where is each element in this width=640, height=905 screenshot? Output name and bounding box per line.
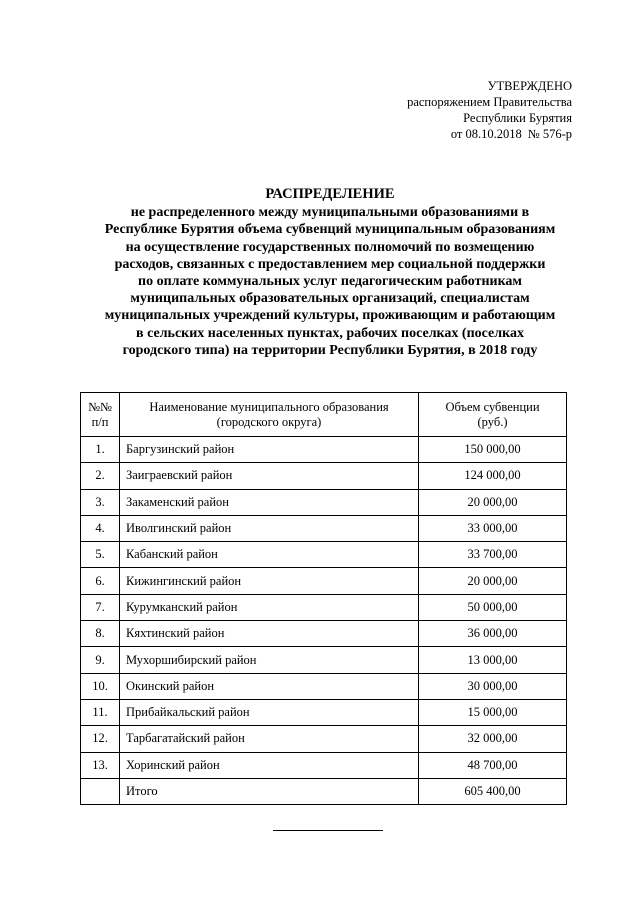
- header-value-line-2: (руб.): [477, 414, 508, 429]
- row-number: 4.: [81, 515, 120, 541]
- approval-stamp: [407, 78, 572, 142]
- title-line: Республике Бурятия объема субвенций муниципальным образованиям: [104, 222, 556, 238]
- document-title: [60, 186, 600, 359]
- row-number: 5.: [81, 542, 120, 568]
- row-value: 48 700,00: [419, 752, 567, 778]
- total-value: 605 400,00: [419, 778, 567, 804]
- total-number-cell: [81, 778, 120, 804]
- row-number: 12.: [81, 726, 120, 752]
- title-line: муниципальных образовательных организаций, специалистам: [130, 291, 530, 307]
- title-line: расходов, связанных с предоставлением мер социальной поддержки: [114, 256, 546, 272]
- table-row: [81, 699, 567, 725]
- approval-line-1: УТВЕРЖДЕНО: [487, 79, 572, 93]
- row-number: 11.: [81, 699, 120, 725]
- title-heading: РАСПРЕДЕЛЕНИЕ: [265, 186, 395, 202]
- row-name: Мухоршибирский район: [120, 647, 419, 673]
- title-line: городского типа) на территории Республики Бурятия, в 2018 году: [122, 342, 538, 358]
- row-name: Кабанский район: [120, 542, 419, 568]
- table-row: [81, 752, 567, 778]
- row-value: 15 000,00: [419, 699, 567, 725]
- row-value: 50 000,00: [419, 594, 567, 620]
- table-row: [81, 673, 567, 699]
- row-name: Закаменский район: [120, 489, 419, 515]
- row-value: 13 000,00: [419, 647, 567, 673]
- distribution-table: [80, 392, 567, 805]
- total-label: Итого: [120, 778, 419, 804]
- row-number: 2.: [81, 463, 120, 489]
- row-number: 7.: [81, 594, 120, 620]
- row-name: Прибайкальский район: [120, 699, 419, 725]
- row-name: Хоринский район: [120, 752, 419, 778]
- title-line: не распределенного между муниципальными образованиями в: [130, 205, 530, 221]
- row-number: 10.: [81, 673, 120, 699]
- row-value: 33 700,00: [419, 542, 567, 568]
- approval-line-3: Республики Бурятия: [463, 111, 572, 125]
- title-line: по оплате коммунальных услуг педагогическим работникам: [138, 274, 522, 290]
- row-value: 33 000,00: [419, 515, 567, 541]
- header-number-line-1: №№: [88, 399, 112, 414]
- table-header-row: [81, 393, 567, 437]
- header-value-line-1: Объем субвенции: [445, 399, 540, 414]
- header-number-line-2: п/п: [91, 414, 109, 429]
- row-value: 36 000,00: [419, 621, 567, 647]
- header-name: [120, 393, 419, 437]
- header-name-line-2: (городского округа): [216, 414, 322, 429]
- row-name: Баргузинский район: [120, 437, 419, 463]
- row-number: 9.: [81, 647, 120, 673]
- approval-order: [407, 126, 572, 142]
- table-total-row: [81, 778, 567, 804]
- row-name: Окинский район: [120, 673, 419, 699]
- row-name: Кижингинский район: [120, 568, 419, 594]
- table-row: [81, 437, 567, 463]
- row-name: Иволгинский район: [120, 515, 419, 541]
- table-row: [81, 621, 567, 647]
- title-line: на осуществление государственных полномочий по возмещению: [125, 239, 535, 255]
- table-row: [81, 515, 567, 541]
- header-number: [81, 393, 120, 437]
- row-name: Заиграевский район: [120, 463, 419, 489]
- row-name: Курумканский район: [120, 594, 419, 620]
- row-value: 150 000,00: [419, 437, 567, 463]
- approval-number: № 576-р: [527, 127, 572, 141]
- header-value: [419, 393, 567, 437]
- row-name: Кяхтинский район: [120, 621, 419, 647]
- row-value: 30 000,00: [419, 673, 567, 699]
- title-line: в сельских населенных пунктах, рабочих поселках (поселках: [136, 325, 524, 341]
- table-row: [81, 726, 567, 752]
- closing-divider: [273, 830, 383, 831]
- approval-line-2: распоряжением Правительства: [407, 95, 572, 109]
- row-value: 124 000,00: [419, 463, 567, 489]
- header-name-line-1: Наименование муниципального образования: [149, 399, 389, 414]
- table-row: [81, 647, 567, 673]
- row-value: 32 000,00: [419, 726, 567, 752]
- table-row: [81, 542, 567, 568]
- row-number: 6.: [81, 568, 120, 594]
- row-number: 13.: [81, 752, 120, 778]
- table-row: [81, 463, 567, 489]
- row-number: 3.: [81, 489, 120, 515]
- row-number: 8.: [81, 621, 120, 647]
- approval-date: от 08.10.2018: [450, 127, 522, 141]
- table-row: [81, 489, 567, 515]
- table-row: [81, 568, 567, 594]
- table-row: [81, 594, 567, 620]
- row-value: 20 000,00: [419, 489, 567, 515]
- row-value: 20 000,00: [419, 568, 567, 594]
- row-name: Тарбагатайский район: [120, 726, 419, 752]
- title-line: муниципальных учреждений культуры, проживающим и работающим: [104, 308, 556, 324]
- row-number: 1.: [81, 437, 120, 463]
